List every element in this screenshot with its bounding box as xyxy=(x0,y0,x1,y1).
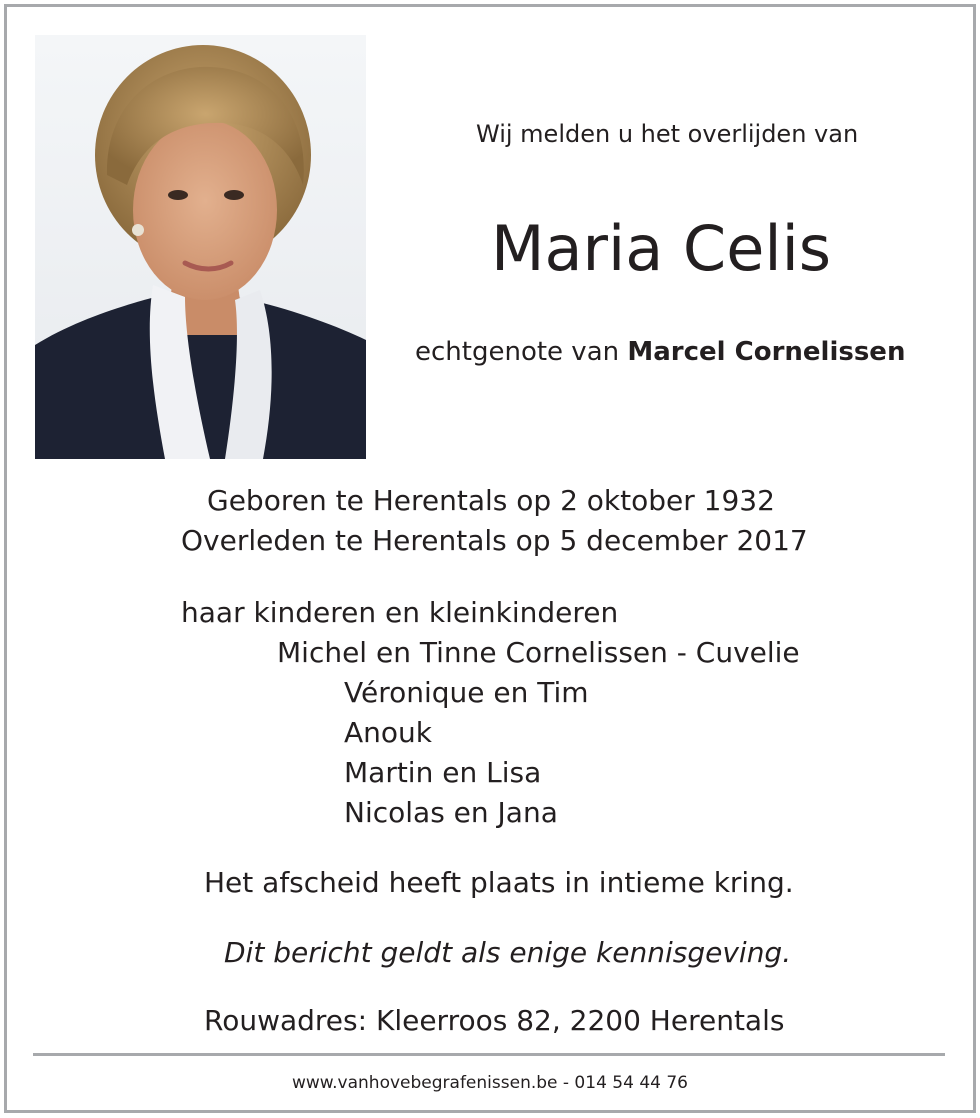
spouse-name: Marcel Cornelissen xyxy=(627,337,906,367)
deceased-name: Maria Celis xyxy=(491,212,832,285)
funeral-home-footer: www.vanhovebegrafenissen.be - 014 54 44 76 xyxy=(292,1073,688,1093)
birth-line: Geboren te Herentals op 2 oktober 1932 xyxy=(207,484,775,517)
spouse-line xyxy=(415,337,905,367)
grandchild-name: Martin en Lisa xyxy=(344,756,542,789)
grandchild-name: Anouk xyxy=(344,716,432,749)
family-intro: haar kinderen en kleinkinderen xyxy=(181,596,619,629)
death-line: Overleden te Herentals op 5 december 2017 xyxy=(181,524,808,557)
grandchild-name: Véronique en Tim xyxy=(344,676,589,709)
child-name: Michel en Tinne Cornelissen - Cuvelie xyxy=(277,636,800,669)
notice-text: Dit bericht geldt als enige kennisgeving. xyxy=(224,936,792,969)
announcement-text: Wij melden u het overlijden van xyxy=(476,120,859,148)
spouse-prefix: echtgenote van xyxy=(415,337,620,367)
farewell-text: Het afscheid heeft plaats in intieme kring. xyxy=(204,866,794,899)
footer-divider xyxy=(33,1053,945,1056)
mourning-address: Rouwadres: Kleerroos 82, 2200 Herentals xyxy=(204,1004,785,1037)
grandchild-name: Nicolas en Jana xyxy=(344,796,558,829)
portrait-photo xyxy=(35,35,366,459)
